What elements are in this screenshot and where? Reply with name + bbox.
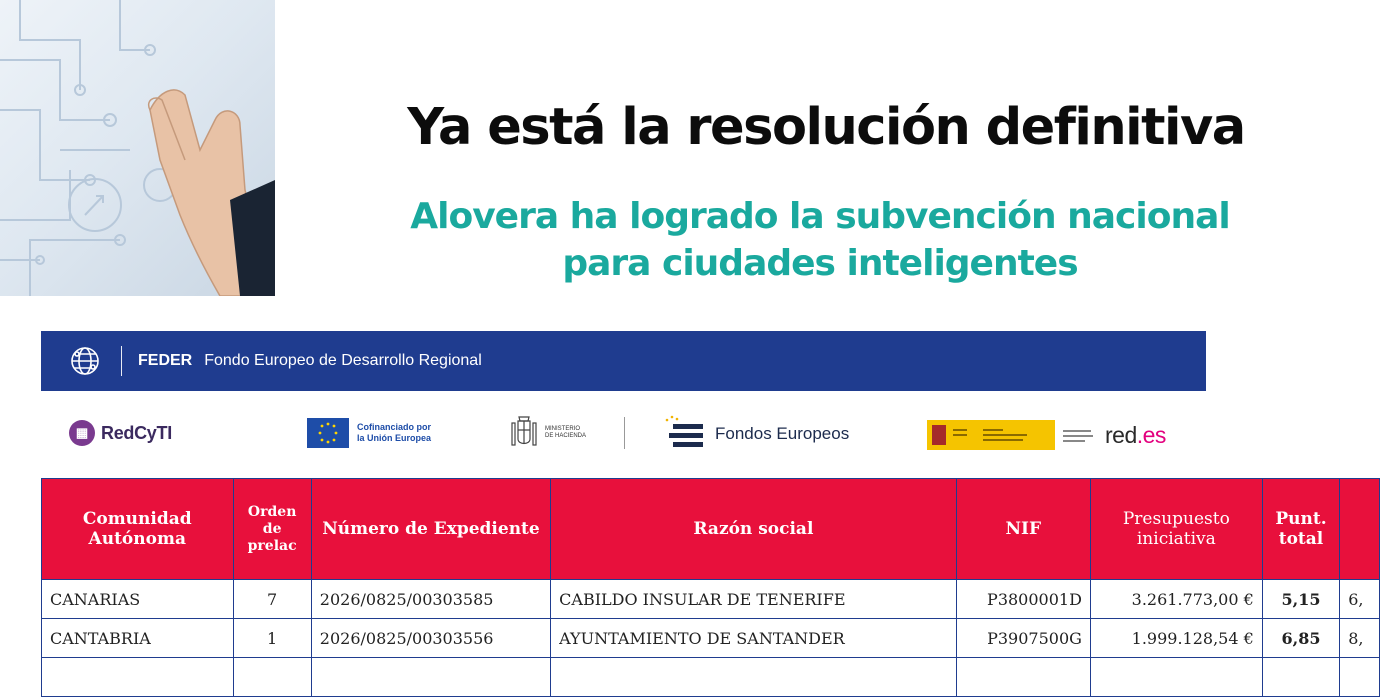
eu-flag-icon <box>307 418 349 448</box>
fondos-label: Fondos Europeos <box>715 424 850 443</box>
eu-label <box>357 422 431 444</box>
gobierno-banner-icon <box>927 420 1055 450</box>
red-es-logo-text <box>1105 422 1166 449</box>
page-title: Ya está la resolución definitiva <box>407 98 1245 157</box>
results-table <box>41 478 1380 697</box>
hacienda-logo <box>509 413 625 453</box>
spain-crest-icon <box>509 413 539 453</box>
table-row <box>42 658 1380 697</box>
cell-orden: 1 <box>233 619 311 658</box>
col-expediente: Número de Expediente <box>311 479 550 580</box>
col-nif: NIF <box>956 479 1090 580</box>
cell-empty <box>1090 658 1262 697</box>
hacienda-label-line-1: MINISTERIO <box>545 426 581 432</box>
feder-acronym: FEDER <box>138 352 193 369</box>
hero-image <box>0 0 275 296</box>
table-header-row <box>42 479 1380 580</box>
gobierno-logo <box>927 420 1166 450</box>
subtitle-line-2: para ciudades inteligentes <box>562 243 1078 284</box>
sponsor-logos <box>41 410 1380 460</box>
cell-razon: CABILDO INSULAR DE TENERIFE <box>551 580 957 619</box>
cell-empty <box>311 658 550 697</box>
cell-extra: 6, <box>1340 580 1380 619</box>
cell-empty <box>1262 658 1339 697</box>
cell-presupuesto: 1.999.128,54 € <box>1090 619 1262 658</box>
col-razon: Razón social <box>551 479 957 580</box>
subtitle-line-1: Alovera ha logrado la subvención nacional <box>410 196 1230 237</box>
red-es-prefix: red <box>1105 421 1137 448</box>
table-row <box>42 619 1380 658</box>
cell-empty <box>233 658 311 697</box>
cell-empty <box>42 658 234 697</box>
col-puntuacion: Punt. total <box>1262 479 1339 580</box>
cell-expediente: 2026/0825/00303585 <box>311 580 550 619</box>
table-row <box>42 580 1380 619</box>
cell-empty <box>956 658 1090 697</box>
fondos-stripes-icon <box>663 414 707 454</box>
col-cut-off <box>1340 479 1380 580</box>
cell-expediente: 2026/0825/00303556 <box>311 619 550 658</box>
fondos-europeos-logo <box>663 414 849 454</box>
page-subtitle <box>300 193 1340 287</box>
cell-nif: P3800001D <box>956 580 1090 619</box>
cell-razon: AYUNTAMIENTO DE SANTANDER <box>551 619 957 658</box>
cell-empty <box>1340 658 1380 697</box>
hacienda-label <box>545 426 586 440</box>
cell-orden: 7 <box>233 580 311 619</box>
cell-nif: P3907500G <box>956 619 1090 658</box>
circuit-hand-illustration <box>0 0 275 296</box>
eu-label-line-1: Cofinanciado por <box>357 422 431 432</box>
cell-puntuacion: 6,85 <box>1262 619 1339 658</box>
eu-label-line-2: la Unión Europea <box>357 433 432 443</box>
eu-logo <box>307 418 431 448</box>
feder-name: Fondo Europeo de Desarrollo Regional <box>204 352 482 369</box>
gobierno-secondary-icon <box>1061 420 1095 450</box>
redcyti-logo <box>69 420 172 446</box>
cell-comunidad: CANTABRIA <box>42 619 234 658</box>
redcyti-icon: ▦ <box>69 420 95 446</box>
col-orden: Orden de prelac <box>233 479 311 580</box>
banner-divider <box>121 346 122 376</box>
hacienda-label-line-2: DE HACIENDA <box>545 433 587 439</box>
redcyti-label: RedCyTI <box>101 422 172 443</box>
globe-network-icon <box>69 345 101 377</box>
cell-comunidad: CANARIAS <box>42 580 234 619</box>
logo-divider <box>624 417 625 449</box>
cell-presupuesto: 3.261.773,00 € <box>1090 580 1262 619</box>
cell-puntuacion: 5,15 <box>1262 580 1339 619</box>
cell-extra: 8, <box>1340 619 1380 658</box>
cell-empty <box>551 658 957 697</box>
col-comunidad: Comunidad Autónoma <box>42 479 234 580</box>
red-es-suffix: .es <box>1136 421 1166 448</box>
feder-banner <box>41 331 1206 391</box>
col-presupuesto: Presupuesto iniciativa <box>1090 479 1262 580</box>
